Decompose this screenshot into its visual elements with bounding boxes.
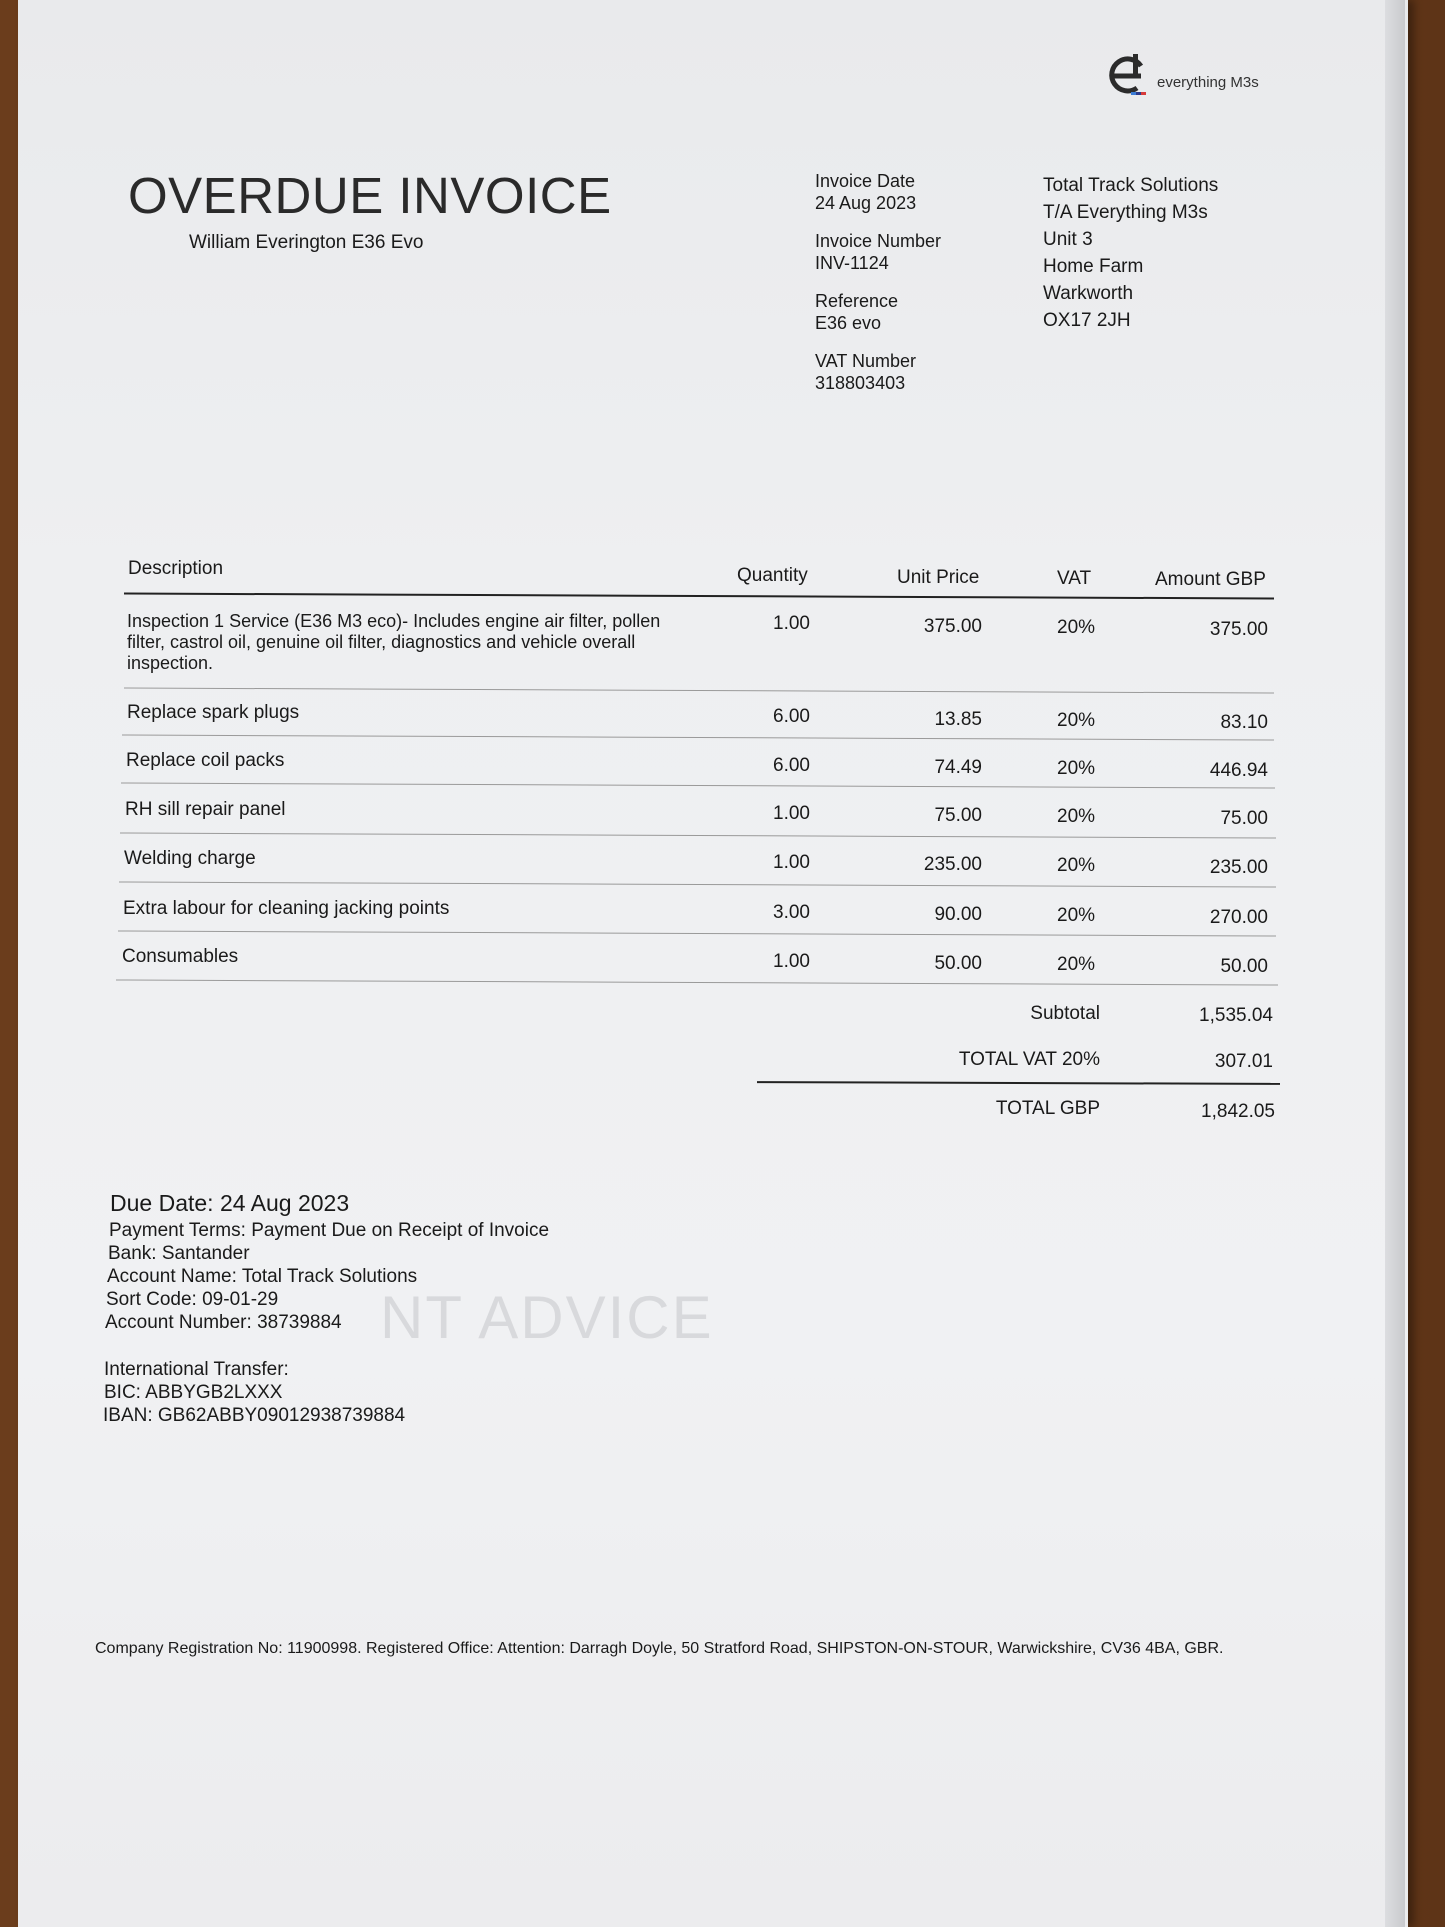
total-vat-value: 307.01 — [1214, 1051, 1273, 1072]
paper-edge — [1385, 0, 1405, 1927]
bank-name: Bank: Santander — [108, 1243, 250, 1264]
invoice-date-label: Invoice Date — [815, 171, 916, 191]
row-vat: 20% — [1057, 806, 1096, 827]
row-quantity: 1.00 — [773, 852, 810, 873]
brand-name: everything M3s — [1157, 74, 1259, 91]
international-transfer-heading: International Transfer: — [104, 1359, 289, 1380]
seller-address-line: Warkworth — [1043, 283, 1134, 304]
row-vat: 20% — [1057, 905, 1096, 926]
total-vat-label: TOTAL VAT 20% — [958, 1049, 1100, 1070]
row-unit-price: 74.49 — [934, 757, 982, 778]
payment-terms: Payment Terms: Payment Due on Receipt of Invoice — [109, 1220, 550, 1241]
row-amount: 50.00 — [1220, 956, 1268, 977]
row-description: Replace spark plugs — [127, 702, 300, 723]
col-header-description: Description — [128, 558, 224, 579]
show-through-text: NT ADVICE — [380, 1284, 714, 1351]
invoice-number-value: INV-1124 — [815, 253, 889, 273]
customer-name: William Everington E36 Evo — [189, 232, 424, 253]
row-quantity: 1.00 — [773, 613, 810, 634]
seller-address-line: T/A Everything M3s — [1043, 202, 1208, 223]
vat-number-label: VAT Number — [815, 351, 917, 371]
row-amount: 235.00 — [1209, 857, 1268, 878]
subtotal-label: Subtotal — [1030, 1003, 1100, 1024]
page-title: OVERDUE INVOICE — [128, 167, 612, 224]
seller-address-line: Total Track Solutions — [1043, 175, 1219, 196]
seller-address-line: OX17 2JH — [1043, 310, 1131, 331]
row-quantity: 1.00 — [773, 951, 810, 972]
due-date: Due Date: 24 Aug 2023 — [110, 1190, 350, 1216]
row-unit-price: 90.00 — [934, 904, 982, 925]
row-quantity: 3.00 — [773, 902, 810, 923]
row-unit-price: 13.85 — [934, 709, 982, 730]
row-unit-price: 75.00 — [934, 805, 982, 826]
row-description: Replace coil packs — [126, 750, 285, 771]
row-unit-price: 50.00 — [934, 953, 982, 974]
bic-code: BIC: ABBYGB2LXXX — [104, 1382, 283, 1403]
sort-code: Sort Code: 09-01-29 — [106, 1289, 279, 1310]
invoice-number-label: Invoice Number — [815, 231, 942, 251]
col-header-unit-price: Unit Price — [897, 567, 980, 588]
row-description: Inspection 1 Service (E36 M3 eco)- Includes engine air filter, pollen filter, castrol oil, genuine oil filter, diagnostics and vehicle overall inspection. — [127, 611, 661, 673]
row-quantity: 6.00 — [773, 706, 810, 727]
row-vat: 20% — [1057, 710, 1096, 731]
company-registration-footer: Company Registration No: 11900998. Registered Office: Attention: Darragh Doyle, 50 Stratford Road, SHIPSTON-ON-STOUR, Warwickshire, CV36 4BA, GBR. — [95, 1640, 1224, 1657]
row-unit-price: 235.00 — [923, 854, 982, 875]
reference-label: Reference — [815, 291, 899, 311]
row-amount: 446.94 — [1209, 760, 1268, 781]
row-amount: 75.00 — [1220, 808, 1268, 829]
reference-value: E36 evo — [815, 313, 882, 333]
account-number: Account Number: 38739884 — [105, 1312, 342, 1333]
row-unit-price: 375.00 — [923, 616, 982, 637]
row-quantity: 1.00 — [773, 803, 810, 824]
vat-number-value: 318803403 — [815, 373, 906, 393]
row-amount: 270.00 — [1209, 907, 1268, 928]
row-description: Welding charge — [124, 848, 256, 869]
everything-m3s-logo-icon — [1107, 52, 1147, 98]
row-description: RH sill repair panel — [125, 799, 286, 820]
seller-address-line: Unit 3 — [1043, 229, 1093, 250]
total-gbp-value: 1,842.05 — [1201, 1101, 1275, 1122]
col-header-vat: VAT — [1057, 568, 1092, 589]
col-header-quantity: Quantity — [737, 565, 808, 586]
row-description: Extra labour for cleaning jacking points — [123, 898, 450, 919]
row-amount: 83.10 — [1220, 712, 1268, 733]
row-quantity: 6.00 — [773, 755, 810, 776]
subtotal-value: 1,535.04 — [1199, 1005, 1273, 1026]
row-vat: 20% — [1057, 758, 1096, 779]
invoice-date-value: 24 Aug 2023 — [815, 193, 917, 213]
iban-code: IBAN: GB62ABBY09012938739884 — [103, 1405, 406, 1426]
row-description: Consumables — [122, 946, 239, 967]
row-vat: 20% — [1057, 617, 1096, 638]
row-vat: 20% — [1057, 855, 1096, 876]
row-vat: 20% — [1057, 954, 1096, 975]
col-header-amount: Amount GBP — [1155, 569, 1266, 590]
total-gbp-label: TOTAL GBP — [995, 1098, 1100, 1119]
seller-address-line: Home Farm — [1043, 256, 1144, 277]
account-name: Account Name: Total Track Solutions — [107, 1266, 418, 1287]
row-amount: 375.00 — [1209, 619, 1268, 640]
